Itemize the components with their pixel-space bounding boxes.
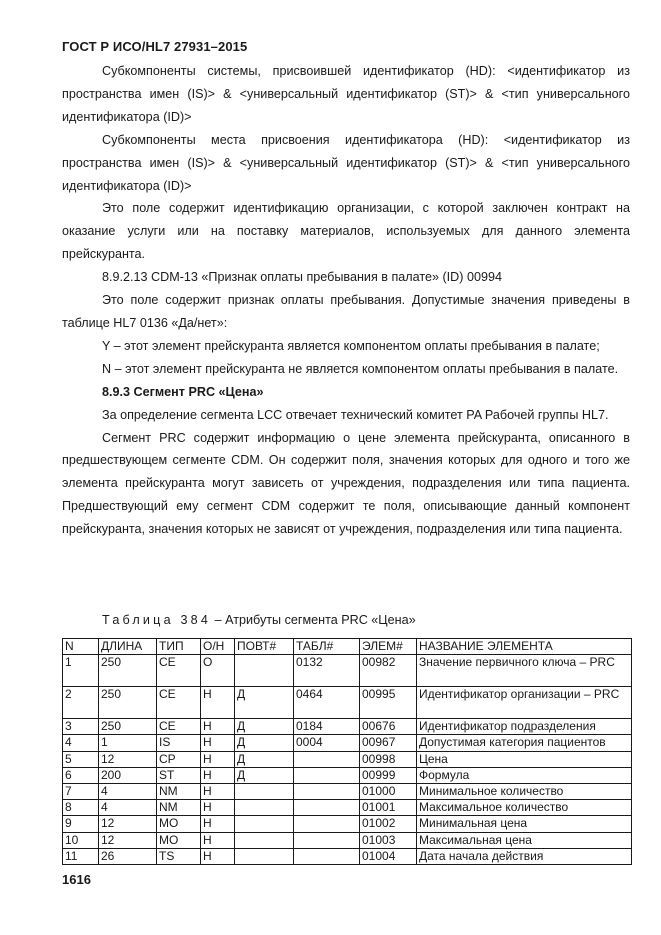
- table-row: [63, 767, 632, 783]
- cell: 01001: [360, 800, 417, 816]
- cell: 01002: [360, 816, 417, 832]
- cell: CE: [157, 687, 201, 719]
- cell: Н: [201, 687, 235, 719]
- cell: IS: [157, 735, 201, 751]
- table-row: [63, 800, 632, 816]
- cell: Д: [235, 735, 294, 751]
- table-row: [63, 655, 632, 687]
- attributes-table: [62, 638, 632, 865]
- cell: Максимальная цена: [417, 832, 632, 848]
- cell: 00676: [360, 719, 417, 735]
- cell: [294, 848, 360, 864]
- cell: ST: [157, 767, 201, 783]
- cell: [294, 767, 360, 783]
- section-heading-8-9-2-13: 8.9.2.13 CDM-13 «Признак оплаты пребывания в палате» (ID) 00994: [102, 270, 502, 285]
- table-row: [63, 719, 632, 735]
- cell: 250: [99, 687, 157, 719]
- paragraph: Субкомпоненты места присвоения идентификатора (HD): <идентификатор из пространства имен (IS)> & <универсальный идентификатор (ST)> & <тип универсального идентификатора (ID)>: [62, 132, 630, 193]
- cell: 8: [63, 800, 99, 816]
- cell: Н: [201, 767, 235, 783]
- page-number: 1616: [62, 872, 91, 887]
- cell: Цена: [417, 751, 632, 767]
- table-caption-label: Таблица 384: [102, 613, 212, 627]
- cell: Н: [201, 800, 235, 816]
- cell: 2: [63, 687, 99, 719]
- cell: Н: [201, 719, 235, 735]
- header-cell: ПОВТ#: [235, 639, 294, 655]
- cell: 4: [99, 784, 157, 800]
- paragraph: Сегмент PRC содержит информацию о цене элемента прейскуранта, описанного в предшествующем сегменте CDM. Он содержит поля, значения которых для одного и того же элемента прейскуранта могут зависеть от учреждения, подразделения или типа пациента. Предшествующий ему сегмент CDM содержит те поля, описывающие данный компонент прейскуранта, значения которых не зависят от учреждения, подразделения или типа пациента.: [62, 430, 630, 537]
- paragraph: Это поле содержит признак оплаты пребывания. Допустимые значения приведены в таблице HL7 0136 «Да/нет»:: [62, 293, 630, 330]
- cell: Максимальное количество: [417, 800, 632, 816]
- table-row: [63, 751, 632, 767]
- cell: Н: [201, 832, 235, 848]
- cell: 10: [63, 832, 99, 848]
- cell: 00995: [360, 687, 417, 719]
- table-row: [63, 848, 632, 864]
- cell: 3: [63, 719, 99, 735]
- table-row: [63, 832, 632, 848]
- cell: [235, 816, 294, 832]
- cell: Идентификатор подразделения: [417, 719, 632, 735]
- cell: Д: [235, 687, 294, 719]
- cell: Н: [201, 735, 235, 751]
- cell: 1: [63, 655, 99, 687]
- cell: Д: [235, 767, 294, 783]
- cell: 0004: [294, 735, 360, 751]
- cell: 4: [63, 735, 99, 751]
- cell: Н: [201, 751, 235, 767]
- cell: 250: [99, 655, 157, 687]
- header-cell: ТАБЛ#: [294, 639, 360, 655]
- list-item: Y – этот элемент прейскуранта является компонентом оплаты пребывания в палате;: [102, 338, 600, 353]
- header-cell: ЭЛЕМ#: [360, 639, 417, 655]
- cell: 00998: [360, 751, 417, 767]
- cell: Допустимая категория пациентов: [417, 735, 632, 751]
- cell: 00999: [360, 767, 417, 783]
- cell: 12: [99, 816, 157, 832]
- body-text: [62, 60, 630, 541]
- header-cell: НАЗВАНИЕ ЭЛЕМЕНТА: [417, 639, 632, 655]
- cell: TS: [157, 848, 201, 864]
- cell: [235, 655, 294, 687]
- cell: NM: [157, 800, 201, 816]
- cell: 12: [99, 832, 157, 848]
- cell: 0132: [294, 655, 360, 687]
- cell: 6: [63, 767, 99, 783]
- cell: 5: [63, 751, 99, 767]
- cell: 00982: [360, 655, 417, 687]
- table-caption-title: – Атрибуты сегмента PRC «Цена»: [211, 613, 416, 627]
- cell: О: [201, 655, 235, 687]
- cell: 11: [63, 848, 99, 864]
- cell: [235, 832, 294, 848]
- cell: Н: [201, 784, 235, 800]
- table-header-row: [63, 639, 632, 655]
- cell: 250: [99, 719, 157, 735]
- cell: 9: [63, 816, 99, 832]
- cell: 26: [99, 848, 157, 864]
- cell: Н: [201, 816, 235, 832]
- cell: [294, 832, 360, 848]
- table-row: [63, 735, 632, 751]
- header-cell: ДЛИНА: [99, 639, 157, 655]
- cell: 0184: [294, 719, 360, 735]
- section-heading-8-9-3: 8.9.3 Сегмент PRC «Цена»: [102, 384, 264, 399]
- cell: Значение первичного ключа – PRC: [417, 655, 632, 687]
- cell: 01004: [360, 848, 417, 864]
- cell: 4: [99, 800, 157, 816]
- cell: MO: [157, 832, 201, 848]
- cell: [294, 800, 360, 816]
- cell: 12: [99, 751, 157, 767]
- cell: 7: [63, 784, 99, 800]
- table-row: [63, 816, 632, 832]
- header-cell: ТИП: [157, 639, 201, 655]
- cell: 0464: [294, 687, 360, 719]
- cell: Дата начала действия: [417, 848, 632, 864]
- cell: Д: [235, 719, 294, 735]
- cell: 01003: [360, 832, 417, 848]
- cell: MO: [157, 816, 201, 832]
- cell: 1: [99, 735, 157, 751]
- cell: Формула: [417, 767, 632, 783]
- cell: 01000: [360, 784, 417, 800]
- cell: CP: [157, 751, 201, 767]
- cell: [294, 751, 360, 767]
- header-cell: О/Н: [201, 639, 235, 655]
- cell: Д: [235, 751, 294, 767]
- cell: CE: [157, 719, 201, 735]
- table-caption: [102, 613, 416, 627]
- header-cell: N: [63, 639, 99, 655]
- cell: [235, 800, 294, 816]
- cell: CE: [157, 655, 201, 687]
- cell: NM: [157, 784, 201, 800]
- document-header: ГОСТ Р ИСО/HL7 27931–2015: [62, 39, 248, 54]
- cell: 200: [99, 767, 157, 783]
- cell: Идентификатор организации – PRC: [417, 687, 632, 719]
- cell: 00967: [360, 735, 417, 751]
- cell: Н: [201, 848, 235, 864]
- paragraph: Это поле содержит идентификацию организации, с которой заключен контракт на оказание услуги или на поставку материалов, используемых для данного элемента прейскуранта.: [62, 201, 630, 262]
- table-row: [63, 687, 632, 719]
- paragraph: За определение сегмента LCC отвечает технический комитет PA Рабочей группы HL7.: [102, 407, 609, 422]
- table-row: [63, 784, 632, 800]
- list-item: N – этот элемент прейскуранта не является компонентом оплаты пребывания в палате.: [102, 361, 619, 376]
- cell: [294, 784, 360, 800]
- cell: Минимальная цена: [417, 816, 632, 832]
- cell: [235, 848, 294, 864]
- cell: Минимальное количество: [417, 784, 632, 800]
- cell: [235, 784, 294, 800]
- cell: [294, 816, 360, 832]
- paragraph: Субкомпоненты системы, присвоившей идентификатор (HD): <идентификатор из пространства имен (IS)> & <универсальный идентификатор (ST)> & <тип универсального идентификатора (ID)>: [62, 64, 630, 124]
